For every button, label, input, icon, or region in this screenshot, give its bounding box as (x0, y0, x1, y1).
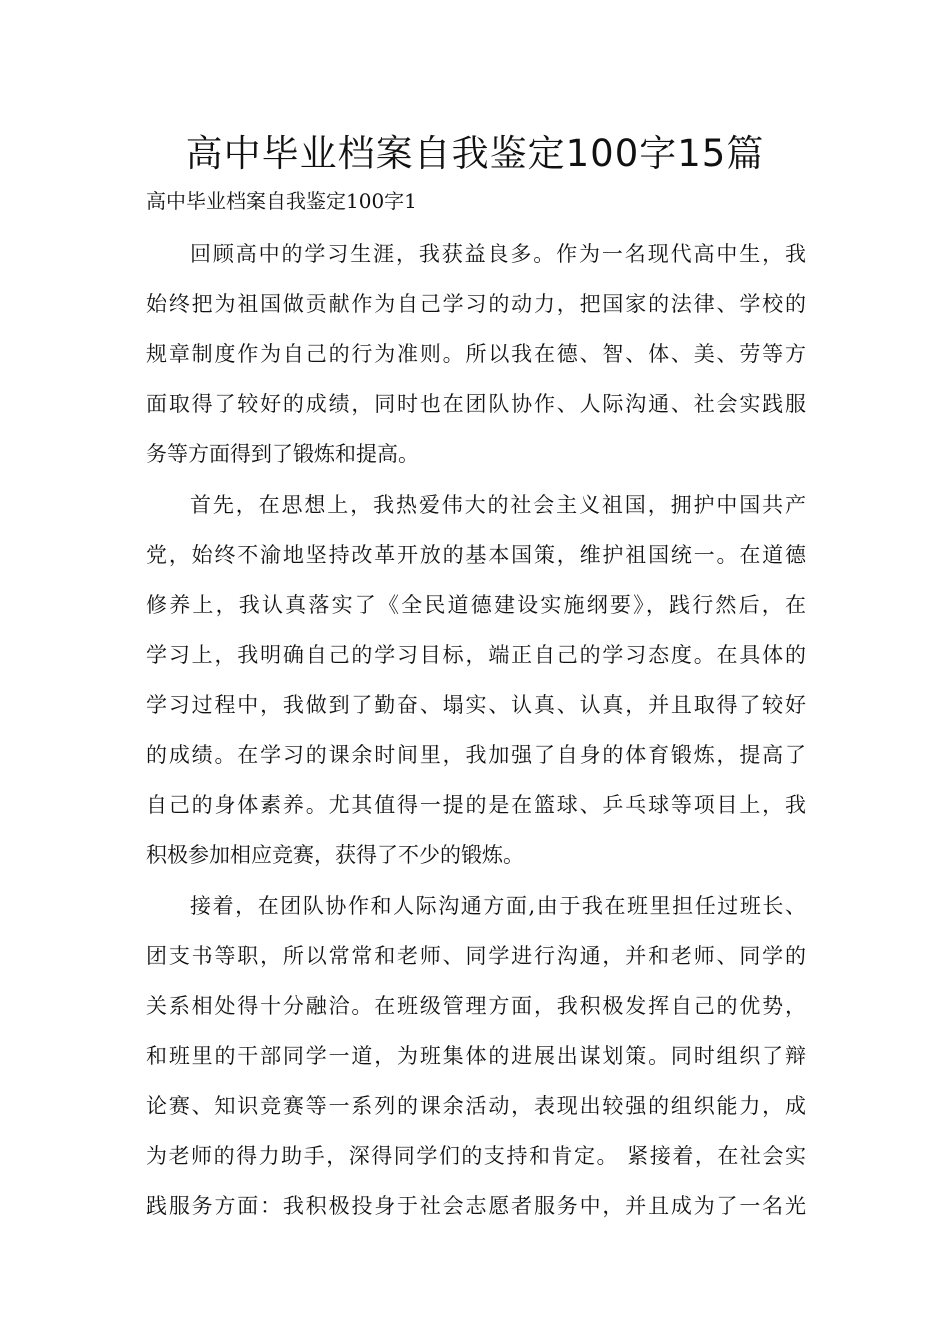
text-line: 首先，在思想上，我热爱伟大的社会主义祖国，拥护中国共产 (190, 493, 806, 517)
text-line: 为老师的得力助手，深得同学们的支持和肯定。 紧接着，在社会实 (146, 1144, 806, 1168)
text-line: 的成绩。在学习的课余时间里，我加强了自身的体育锻炼，提高了 (146, 743, 806, 767)
text-line: 团支书等职，所以常常和老师、同学进行沟通，并和老师、同学的 (146, 944, 806, 968)
text-line: 党，始终不渝地坚持改革开放的基本国策，维护祖国统一。在道德 (146, 543, 806, 567)
paragraph-2 (146, 480, 806, 880)
section-heading: 高中毕业档案自我鉴定100字1 (146, 189, 417, 213)
text-line: 务等方面得到了锻炼和提高。 (146, 442, 419, 466)
paragraph-3 (146, 881, 806, 1231)
document-title: 高中毕业档案自我鉴定100字15篇 (185, 132, 765, 175)
text-line: 践服务方面：我积极投身于社会志愿者服务中，并且成为了一名光 (146, 1194, 806, 1218)
text-line: 关系相处得十分融洽。在班级管理方面，我积极发挥自己的优势， (146, 994, 806, 1018)
text-line: 接着，在团队协作和人际沟通方面,由于我在班里担任过班长、 (190, 894, 806, 918)
text-line: 始终把为祖国做贡献作为自己学习的动力，把国家的法律、学校的 (146, 292, 806, 316)
text-line: 面取得了较好的成绩，同时也在团队协作、人际沟通、社会实践服 (146, 392, 806, 416)
text-line: 学习过程中，我做到了勤奋、塌实、认真、认真，并且取得了较好 (146, 693, 806, 717)
text-line: 论赛、知识竞赛等一系列的课余活动，表现出较强的组织能力，成 (146, 1094, 806, 1118)
text-line: 规章制度作为自己的行为准则。所以我在德、智、体、美、劳等方 (146, 342, 806, 366)
text-line: 和班里的干部同学一道，为班集体的进展出谋划策。同时组织了辩 (146, 1044, 806, 1068)
paragraph-1 (146, 229, 806, 479)
text-line: 修养上，我认真落实了《全民道德建设实施纲要》，践行然后，在 (146, 593, 806, 617)
text-line: 积极参加相应竞赛，获得了不少的锻炼。 (146, 843, 524, 867)
text-line: 自己的身体素养。尤其值得一提的是在篮球、乒乓球等项目上，我 (146, 793, 806, 817)
text-line: 学习上，我明确自己的学习目标，端正自己的学习态度。在具体的 (146, 643, 806, 667)
text-line: 回顾高中的学习生涯，我获益良多。作为一名现代高中生，我 (190, 242, 806, 266)
document-body (146, 229, 806, 1232)
